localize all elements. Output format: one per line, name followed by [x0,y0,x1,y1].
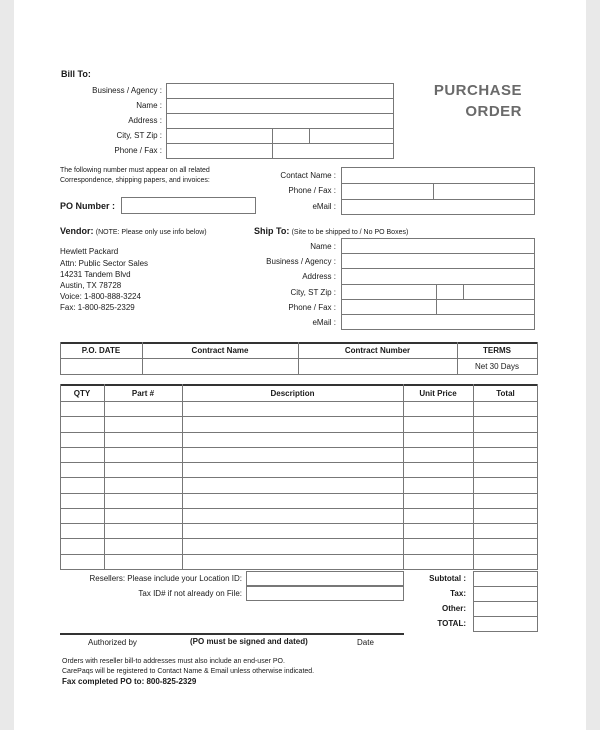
ship-to-business-input[interactable] [342,254,534,268]
terms-value: Net 30 Days [474,362,520,371]
table-row [60,493,538,508]
bill-to-name-input[interactable] [167,99,393,113]
authorized-by-label: Authorized by [88,638,137,647]
item-description-input[interactable] [183,509,403,523]
item-total-input[interactable] [474,555,537,569]
vendor-heading-row [60,226,207,236]
item-total-input[interactable] [474,524,537,538]
item-description-input[interactable] [183,417,403,431]
ship-to-email-input[interactable] [342,315,534,329]
vendor-line-3: 14231 Tandem Blvd [60,270,131,279]
item-description-input[interactable] [183,524,403,538]
notice-line2: Correspondence, shipping papers, and invoices: [60,177,210,184]
table-row [60,477,538,492]
total-input[interactable] [474,617,537,631]
item-part-input[interactable] [105,433,182,447]
contract-header-po-date: P.O. DATE [81,346,121,355]
item-description-input[interactable] [183,494,403,508]
item-total-input[interactable] [474,448,537,462]
bill-to-heading: Bill To: [61,69,91,79]
contact-phone-input[interactable] [342,184,432,199]
bill-to-zip-input[interactable] [310,129,393,143]
ship-to-business-label: Business / Agency : [266,257,336,266]
contract-header-terms: TERMS [483,346,511,355]
po-number-input[interactable] [121,197,256,214]
taxid-input[interactable] [246,586,404,601]
bill-to-business-label: Business / Agency : [92,86,162,95]
item-unit-price-input[interactable] [404,494,473,508]
bill-to-address-label: Address : [128,116,162,125]
ship-to-name-input[interactable] [342,239,534,253]
item-unit-price-input[interactable] [404,478,473,492]
ship-to-heading-row [254,226,408,236]
footer-note-3: Fax completed PO to: 800-825-2329 [62,677,197,686]
contract-name-input[interactable] [143,359,298,374]
item-unit-price-input[interactable] [404,524,473,538]
item-total-input[interactable] [474,509,537,523]
item-unit-price-input[interactable] [404,433,473,447]
contact-email-input[interactable] [342,200,534,214]
other-label: Other: [442,604,466,613]
item-part-input[interactable] [105,555,182,569]
item-total-input[interactable] [474,494,537,508]
subtotal-label: Subtotal : [429,574,466,583]
contact-name-input[interactable] [342,168,534,183]
item-description-input[interactable] [183,448,403,462]
contract-number-input[interactable] [299,359,457,374]
date-label: Date [357,638,374,647]
notice-line1: The following number must appear on all related [60,167,210,174]
item-description-input[interactable] [183,463,403,477]
ship-to-name-label: Name : [310,242,336,251]
ship-to-zip-input[interactable] [464,285,534,299]
item-total-input[interactable] [474,417,537,431]
item-unit-price-input[interactable] [404,448,473,462]
tax-label: Tax: [450,589,466,598]
contact-phone-label: Phone / Fax : [288,186,336,195]
footer-note-1: Orders with reseller bill-to addresses must also include an end-user PO. [62,658,285,665]
ship-to-state-input[interactable] [437,285,462,299]
contract-header-number: Contract Number [344,346,411,355]
item-part-input[interactable] [105,448,182,462]
form-title-line1: PURCHASE [433,82,522,99]
contract-header-name: Contract Name [191,346,249,355]
subtotal-input[interactable] [474,572,537,586]
bill-to-city-label: City, ST Zip : [116,131,162,140]
footer-note-2: CarePaqs will be registered to Contact Name & Email unless otherwise indicated. [62,668,315,675]
vendor-heading: Vendor: [60,226,94,236]
item-total-input[interactable] [474,478,537,492]
item-qty-input[interactable] [61,478,104,492]
bill-to-phone-input[interactable] [167,144,271,158]
item-description-input[interactable] [183,478,403,492]
contract-table [60,342,538,375]
item-total-input[interactable] [474,463,537,477]
resellers-label: Resellers: Please include your Location ID: [89,574,242,583]
item-qty-input[interactable] [61,555,104,569]
table-row [60,462,538,477]
vendor-note: (NOTE: Please only use info below) [95,229,207,236]
item-qty-input[interactable] [61,433,104,447]
ship-to-phone-input[interactable] [342,300,435,314]
item-qty-input[interactable] [61,509,104,523]
total-label: TOTAL: [437,619,466,628]
ship-to-city-input[interactable] [342,285,435,299]
purchase-order-page [14,0,586,730]
item-total-input[interactable] [474,433,537,447]
item-description-input[interactable] [183,555,403,569]
ship-to-address-input[interactable] [342,269,534,284]
ship-to-fax-input[interactable] [437,300,534,314]
item-total-input[interactable] [474,402,537,416]
bill-to-state-input[interactable] [273,129,308,143]
bill-to-phone-label: Phone / Fax : [114,146,162,155]
item-qty-input[interactable] [61,417,104,431]
item-qty-input[interactable] [61,463,104,477]
table-row [60,432,538,447]
items-header-description: Description [270,389,315,398]
table-row [60,447,538,462]
items-table [60,384,538,570]
item-unit-price-input[interactable] [404,463,473,477]
contact-email-label: eMail : [312,202,336,211]
bill-to-address-input[interactable] [167,114,393,128]
table-row [60,416,538,431]
item-part-input[interactable] [105,478,182,492]
item-qty-input[interactable] [61,402,104,416]
item-unit-price-input[interactable] [404,509,473,523]
item-qty-input[interactable] [61,524,104,538]
vendor-line-2: Attn: Public Sector Sales [60,259,149,268]
signature-line[interactable] [60,633,404,635]
bill-to-name-label: Name : [136,101,162,110]
contact-fax-input[interactable] [434,184,534,199]
ship-to-email-label: eMail : [312,318,336,327]
ship-to-city-label: City, ST Zip : [290,288,336,297]
item-unit-price-input[interactable] [404,417,473,431]
item-unit-price-input[interactable] [404,539,473,553]
vendor-line-4: Austin, TX 78728 [60,281,122,290]
item-qty-input[interactable] [61,539,104,553]
location-id-input[interactable] [246,571,404,586]
items-header-total: Total [496,389,515,398]
item-part-input[interactable] [105,402,182,416]
item-description-input[interactable] [183,433,403,447]
ship-to-note: (Site to be shipped to / No PO Boxes) [291,229,409,236]
vendor-line-6: Fax: 1-800-825-2329 [60,303,135,312]
other-input[interactable] [474,602,537,616]
item-part-input[interactable] [105,539,182,553]
signed-note: (PO must be signed and dated) [190,637,308,646]
table-row [60,554,538,569]
item-total-input[interactable] [474,539,537,553]
po-number-label: PO Number : [60,201,116,211]
table-row [60,401,538,416]
item-unit-price-input[interactable] [404,402,473,416]
item-part-input[interactable] [105,524,182,538]
table-row [60,523,538,538]
item-unit-price-input[interactable] [404,555,473,569]
tax-input[interactable] [474,587,537,601]
item-part-input[interactable] [105,417,182,431]
table-row [60,538,538,553]
vendor-line-1: Hewlett Packard [60,247,119,256]
item-qty-input[interactable] [61,448,104,462]
bill-to-city-input[interactable] [167,129,271,143]
item-qty-input[interactable] [61,494,104,508]
ship-to-heading: Ship To: [254,226,290,236]
item-description-input[interactable] [183,402,403,416]
items-header-part: Part # [131,389,155,398]
ship-to-phone-label: Phone / Fax : [288,303,336,312]
contact-name-label: Contact Name : [280,171,336,180]
bill-to-business-input[interactable] [167,84,393,98]
bill-to-fax-input[interactable] [273,144,393,158]
vendor-line-5: Voice: 1-800-888-3224 [60,292,141,301]
item-description-input[interactable] [183,539,403,553]
items-header-unit-price: Unit Price [419,389,457,398]
form-title-line2: ORDER [465,103,522,120]
item-part-input[interactable] [105,494,182,508]
ship-to-address-label: Address : [302,272,336,281]
po-date-input[interactable] [61,359,142,374]
items-header-qty: QTY [73,389,91,398]
taxid-label: Tax ID# if not already on File: [138,589,242,598]
table-row [60,508,538,523]
item-part-input[interactable] [105,509,182,523]
item-part-input[interactable] [105,463,182,477]
